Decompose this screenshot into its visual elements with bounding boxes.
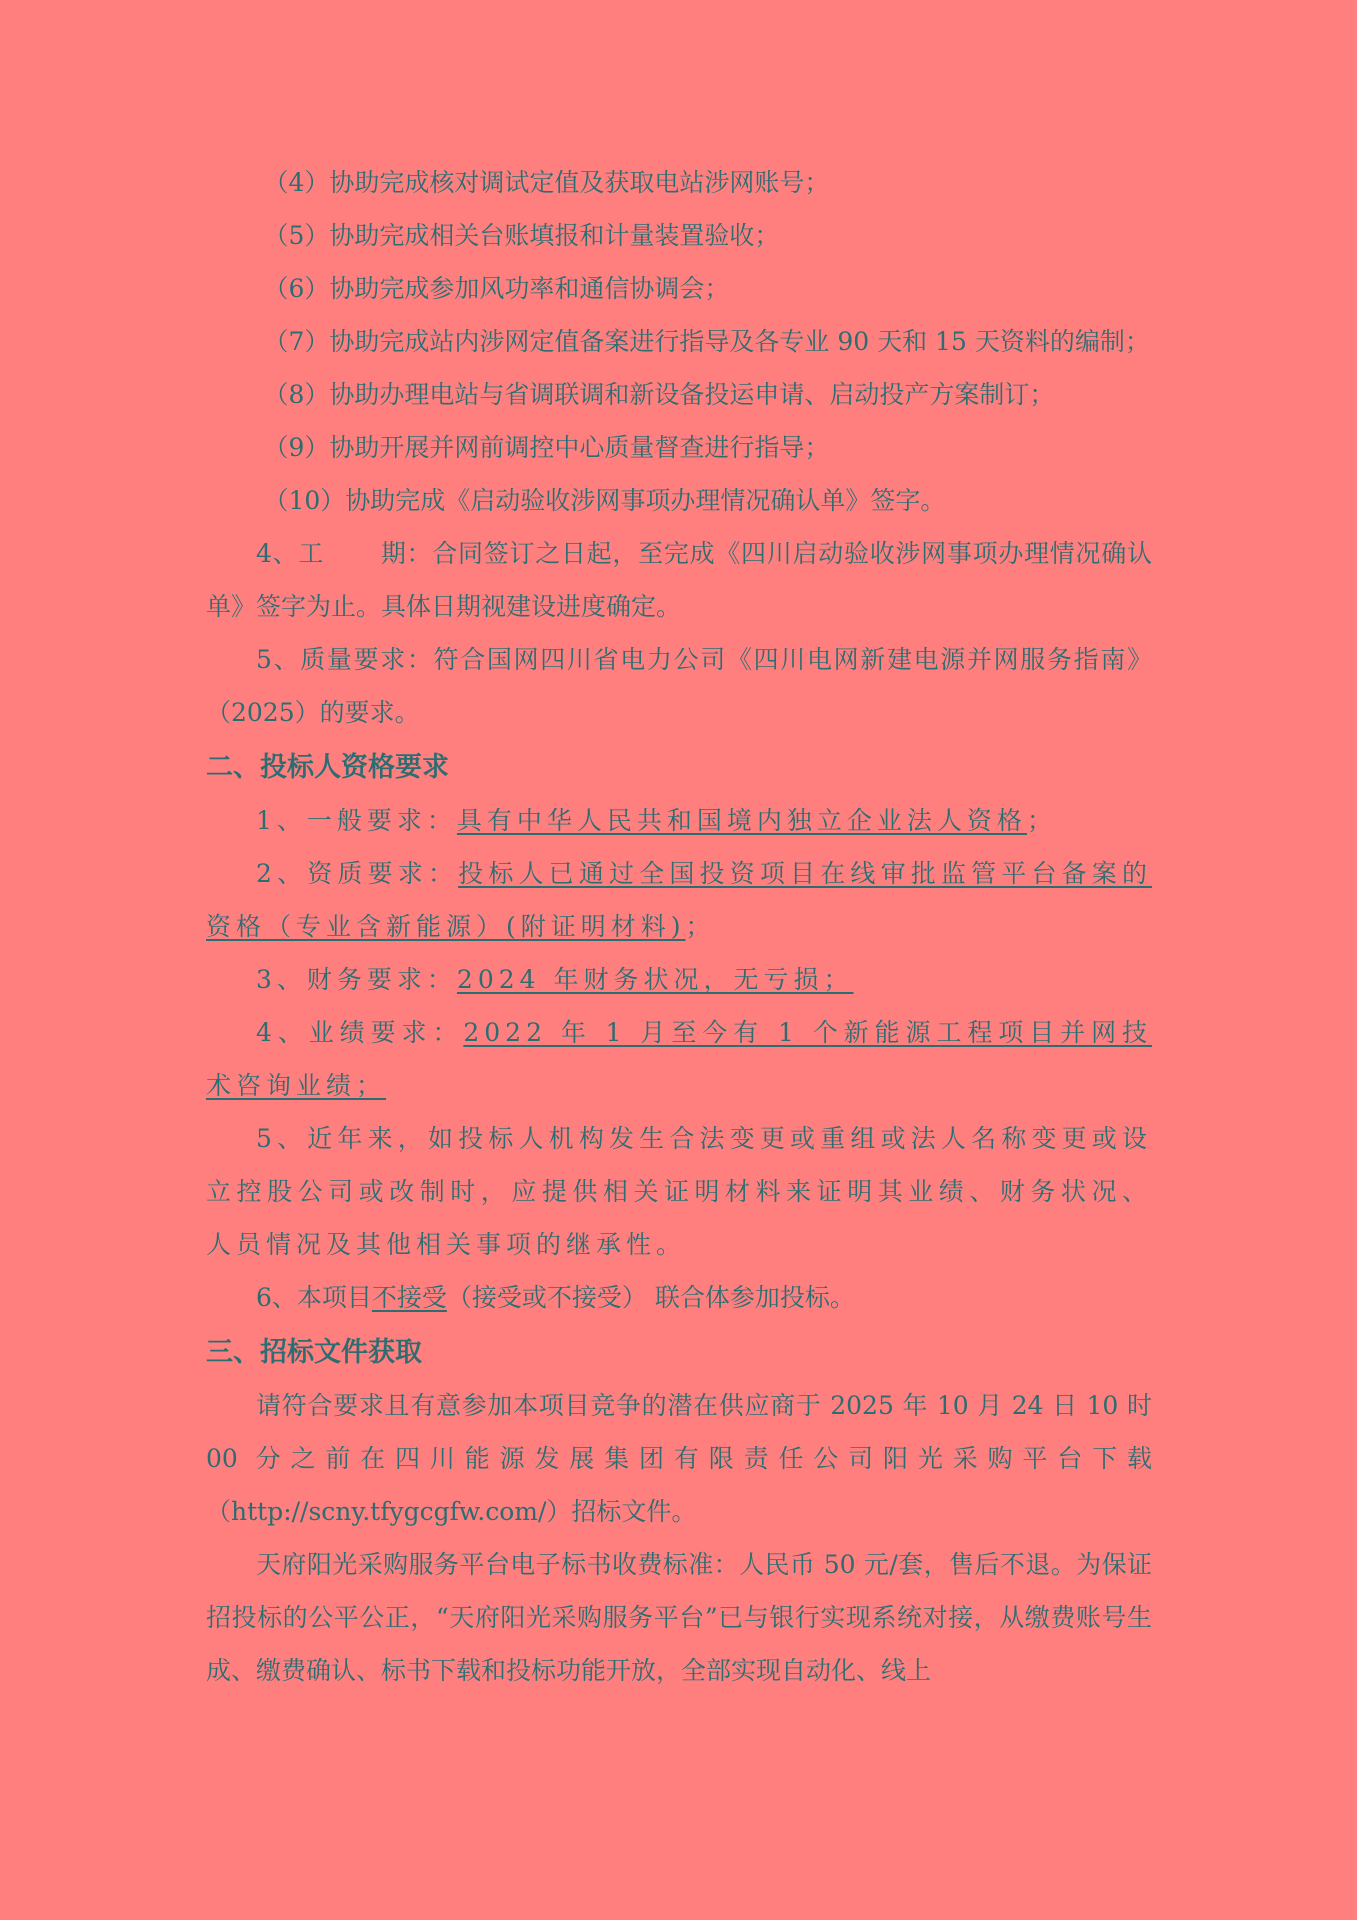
period-label-a: 4、工 [256,539,325,568]
fee-standard-paragraph: 天府阳光采购服务平台电子标书收费标准：人民币 50 元/套，售后不退。为保证招投标的公平公正，“天府阳光采购服务平台”已与银行实现系统对接，从缴费账号生成、缴费确认、标书下载和投标功能开放，全部实现自动化、线上 [206,1550,1152,1685]
general-requirement [206,794,1152,847]
qualification-requirement [206,847,1152,953]
consortium-paragraph [206,1271,1152,1324]
consortium-prefix: 6、本项目 [256,1283,372,1312]
service-item-6: （6）协助完成参加风功率和通信协调会； [263,274,730,303]
qualification-requirement-value: 投标人已通过全国投资项目在线审批监管平台备案的资格（专业含新能源）(附证明材料) [206,859,1152,941]
qualification-requirement-end: ； [685,912,716,941]
document-acquisition-paragraph: 请符合要求且有意参加本项目竞争的潜在供应商于 2025 年 10 月 24 日 10 时 00 分之前在四川能源发展集团有限责任公司阳光采购平台下载（http://scny.tfygcgfw.com/）招标文件。 [206,1391,1152,1526]
consortium-value: 不接受 [371,1283,447,1312]
organization-change-paragraph: 5、近年来，如投标人机构发生合法变更或重组或法人名称变更或设立控股公司或改制时，应提供相关证明材料来证明其业绩、财务状况、人员情况及其他相关事项的继承性。 [206,1124,1152,1259]
document-body [206,156,1152,1697]
financial-requirement [206,953,1152,1006]
consortium-suffix: （接受或不接受） 联合体参加投标。 [446,1283,855,1312]
service-item-8: （8）协助办理电站与省调联调和新设备投运申请、启动投产方案制订； [263,380,1055,409]
period-text: 合同签订之日起，至完成《四川启动验收涉网事项办理情况确认单》签字为止。具体日期视建设进度确定。 [206,539,1152,621]
general-requirement-label: 1、一般要求： [256,806,457,835]
service-item-4: （4）协助完成核对调试定值及获取电站涉网账号； [263,168,830,197]
service-item-7: （7）协助完成站内涉网定值备案进行指导及各专业 90 天和 15 天资料的编制； [263,327,1150,356]
section-3-heading: 三、招标文件获取 [206,1337,422,1368]
general-requirement-end: ； [1026,806,1057,835]
performance-requirement-value: 2022 年 1 月至今有 1 个新能源工程项目并网技术咨询业绩； [206,1018,1152,1100]
service-period-paragraph [206,527,1152,633]
service-item-10: （10）协助完成《启动验收涉网事项办理情况确认单》签字。 [263,486,946,515]
performance-requirement-label: 4、业绩要求： [256,1018,464,1047]
performance-requirement [206,1006,1152,1112]
financial-requirement-value: 2024 年财务状况，无亏损； [456,965,854,994]
service-item-5: （5）协助完成相关台账填报和计量装置验收； [263,221,780,250]
financial-requirement-label: 3、财务要求： [256,965,457,994]
qualification-requirement-label: 2、资质要求： [256,859,459,888]
service-item-9: （9）协助开展并网前调控中心质量督查进行指导； [263,433,830,462]
quality-requirement-paragraph: 5、质量要求：符合国网四川省电力公司《四川电网新建电源并网服务指南》（2025）的要求。 [206,645,1152,727]
general-requirement-value: 具有中华人民共和国境内独立企业法人资格 [456,806,1027,835]
period-label-b: 期： [380,539,433,568]
section-2-heading: 二、投标人资格要求 [206,752,449,783]
